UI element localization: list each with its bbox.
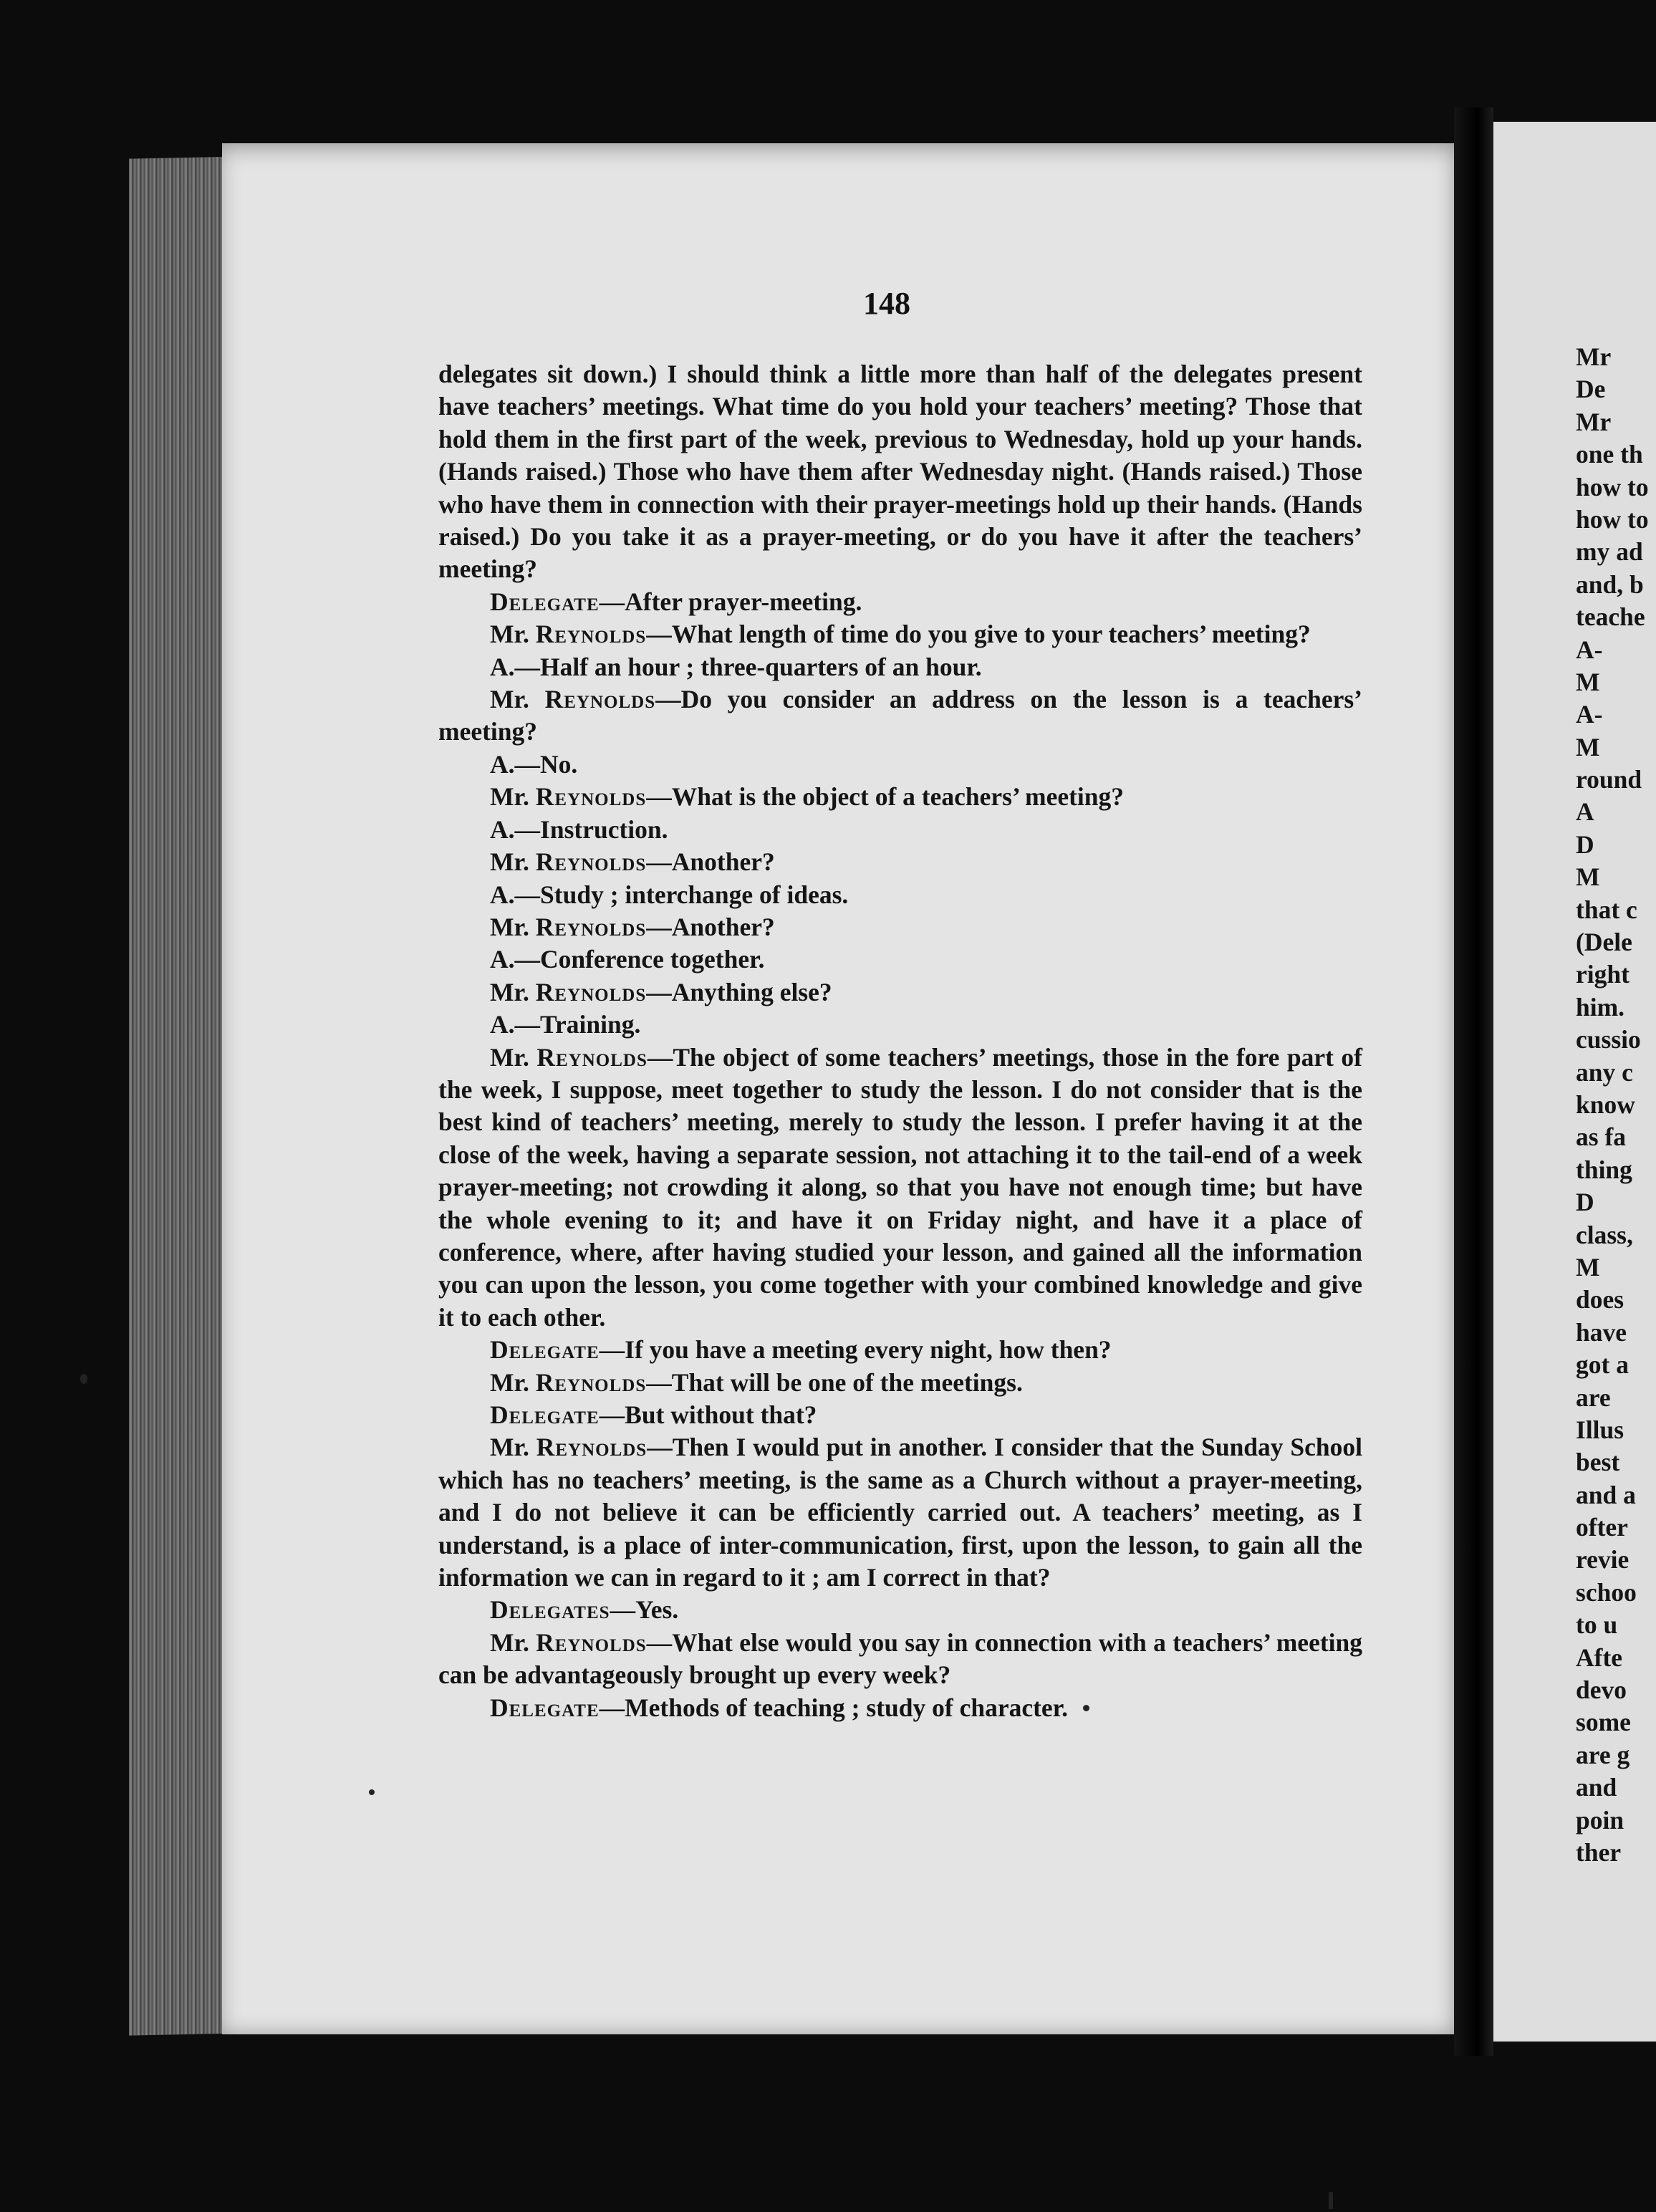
right-page-line: schoo	[1576, 1577, 1637, 1607]
book-gutter	[1454, 107, 1493, 2056]
paragraph-text: Mr.	[490, 1367, 536, 1397]
paragraph-text: delegates sit down.) I should think a little more than half of the delegates present have teachers’ meetings. What time do you hold your teachers’ meeting? Those that hold them in the first part of the week, previous to Wednesday, hold up your hands. (Hands raised.) Those who have them after Wednesday night. (Hands raised.) Those who have them in connection with their prayer-meetings hold up their hands. (Hands raised.) Do you take it as a prayer-meeting, or do you have it after the teachers’ meeting?	[438, 360, 1362, 584]
speck	[1329, 2192, 1333, 2209]
speck	[80, 1374, 87, 1384]
right-page-line: M	[1576, 862, 1600, 892]
paragraph-text: A.—No.	[490, 749, 578, 779]
right-page-line: (Dele	[1576, 928, 1632, 957]
right-page-line: round	[1576, 765, 1642, 794]
right-page-line: ther	[1576, 1837, 1622, 1867]
paragraph	[438, 1334, 1362, 1366]
paragraph-text: —Another?	[646, 912, 775, 941]
right-page-line: and	[1576, 1773, 1617, 1802]
right-page-line: teache	[1576, 602, 1645, 632]
paragraph	[438, 1692, 1362, 1724]
speaker-name: Reynolds	[536, 1042, 648, 1072]
paragraph	[438, 781, 1362, 813]
paragraph	[438, 943, 1362, 976]
right-page-line: M	[1576, 667, 1600, 696]
right-page-line: poin	[1576, 1805, 1624, 1834]
speaker-name: Delegates	[490, 1595, 610, 1625]
paragraph-text: —Yes.	[610, 1595, 679, 1625]
paragraph	[438, 1594, 1362, 1626]
right-page-line: how to	[1576, 504, 1649, 534]
speaker-name: Reynolds	[544, 685, 656, 714]
right-page-line: A	[1576, 797, 1594, 827]
right-page-line: revie	[1576, 1545, 1629, 1574]
paragraph-text: Mr.	[490, 782, 536, 812]
paragraph-text: Mr.	[490, 1627, 536, 1657]
paragraph	[438, 814, 1362, 846]
speaker-name: Reynolds	[535, 912, 647, 941]
paragraph	[438, 1431, 1362, 1594]
page-number: 148	[863, 286, 910, 321]
right-page-line: A-	[1576, 700, 1603, 729]
right-page-line: any c	[1576, 1057, 1633, 1087]
right-page-line: have	[1576, 1317, 1627, 1347]
paragraph-text: A.—Half an hour ; three-quarters of an hour.	[490, 652, 982, 681]
paragraph-text: A.—Conference together.	[490, 945, 765, 974]
paragraph-text: —The object of some teachers’ meetings, those in the fore part of the week, I suppose, meet together to study the lesson. I do not consider that is the best kind of teachers’ meeting, merely to study the lesson. I prefer having it at the close of the week, having a separate session, not attaching it to the tail-end of a week prayer-meeting; not crowding it along, so that you have not enough time; but have the whole evening to it; and have it on Friday night, and have it a place of conference, where, after having studied your lesson, and gained all the information you can upon the lesson, you come together with your combined knowledge and give it to each other.	[438, 1042, 1362, 1332]
paragraph	[438, 1042, 1362, 1335]
paragraph	[438, 586, 1362, 618]
right-page-line: that c	[1576, 895, 1637, 924]
paragraph-text: A.—Study ; interchange of ideas.	[490, 880, 849, 909]
paragraph	[438, 879, 1362, 911]
right-page-line: ofter	[1576, 1513, 1628, 1542]
main-text	[438, 358, 1362, 1724]
right-page-line: some	[1576, 1708, 1631, 1737]
paragraph-text: A.—Training.	[490, 1010, 641, 1039]
right-page-line: A-	[1576, 635, 1603, 664]
speaker-name: Reynolds	[535, 977, 647, 1006]
paragraph	[438, 683, 1362, 749]
right-page-line: best	[1576, 1448, 1620, 1477]
paragraph-text: —What else would you say in connection with a teachers’ meeting can be advantageously brought up every week?	[438, 1627, 1362, 1690]
right-page-line: class,	[1576, 1220, 1633, 1249]
paragraph-text: —But without that?	[599, 1400, 817, 1429]
right-page-line: and a	[1576, 1480, 1636, 1509]
paragraph-text: Mr.	[490, 685, 545, 714]
paragraph	[438, 1627, 1362, 1692]
paragraph-text: —Methods of teaching ; study of character.	[599, 1693, 1069, 1722]
paragraph	[438, 846, 1362, 878]
right-page-line: Afte	[1576, 1643, 1623, 1672]
paragraph	[438, 618, 1362, 650]
paragraph-text: —Another?	[646, 847, 775, 877]
right-page-line: M	[1576, 732, 1600, 761]
paragraph-text: —Do you consider an address on the lesson is a teachers’ meeting?	[438, 685, 1362, 746]
paragraph	[438, 651, 1362, 683]
right-page-line: and, b	[1576, 569, 1644, 599]
paragraph	[438, 1009, 1362, 1041]
paragraph-text: Mr.	[490, 847, 536, 877]
paragraph-text: Mr.	[490, 1433, 536, 1462]
right-page-line: thing	[1576, 1155, 1632, 1184]
paragraph	[438, 911, 1362, 943]
right-page-line: as fa	[1576, 1122, 1627, 1152]
right-page-line: M	[1576, 1252, 1600, 1281]
paragraph-text: —Anything else?	[646, 977, 832, 1006]
paragraph	[438, 1367, 1362, 1399]
right-page-line: are g	[1576, 1740, 1630, 1769]
paragraph-text: Mr.	[490, 977, 536, 1006]
paragraph-text: —Then I would put in another. I consider that the Sunday School which has no teachers’ meeting, is the same as a Church without a prayer-meeting, and I do not believe it can be efficiently carried out. A teachers’ meeting, as I understand, is a place of inter-communication, first, upon the lesson, to gain all the information we can in regard to it ; am I correct in that?	[438, 1433, 1362, 1592]
right-page-text	[1576, 341, 1649, 1869]
right-page-line: Mr	[1576, 407, 1612, 436]
paragraph-text: —That will be one of the meetings.	[646, 1367, 1023, 1397]
right-page-line: got a	[1576, 1350, 1629, 1380]
paragraph-text: Mr.	[490, 912, 536, 941]
speaker-name: Reynolds	[535, 847, 647, 877]
paragraph	[438, 749, 1362, 781]
speck	[369, 1789, 375, 1795]
speaker-name: Reynolds	[536, 1433, 648, 1462]
right-page-line: Illus	[1576, 1415, 1624, 1444]
right-page-line: devo	[1576, 1675, 1627, 1705]
right-page-line: cussio	[1576, 1025, 1641, 1054]
right-page-line: D	[1576, 830, 1594, 859]
speaker-name: Reynolds	[535, 620, 647, 649]
paragraph	[438, 1399, 1362, 1431]
speaker-name: Delegate	[490, 1400, 600, 1429]
speaker-name: Delegate	[490, 587, 600, 616]
right-page-line: to u	[1576, 1610, 1618, 1640]
paragraph	[438, 358, 1362, 586]
paragraph-text: —After prayer-meeting.	[599, 587, 862, 616]
paragraph-text: Mr.	[490, 1042, 537, 1072]
paragraph-text: —If you have a meeting every night, how then?	[599, 1335, 1112, 1365]
right-page-line: De	[1576, 375, 1606, 404]
paragraph-text: —What is the object of a teachers’ meeting?	[646, 782, 1125, 812]
paragraph-text: A.—Instruction.	[490, 814, 668, 844]
right-page-line: D	[1576, 1188, 1594, 1217]
right-page-line: does	[1576, 1285, 1624, 1314]
right-page-line: are	[1576, 1382, 1611, 1412]
speaker-name: Delegate	[490, 1335, 600, 1365]
right-page-line: how to	[1576, 472, 1649, 501]
speaker-name: Reynolds	[536, 1627, 647, 1657]
right-page-line: right	[1576, 960, 1629, 989]
paragraph-text: Mr.	[490, 620, 536, 649]
speck	[1083, 1705, 1089, 1711]
right-page-line: one th	[1576, 440, 1643, 469]
speaker-name: Delegate	[490, 1693, 600, 1722]
right-page-line: Mr	[1576, 342, 1612, 371]
speaker-name: Reynolds	[535, 782, 647, 812]
paragraph-text: —What length of time do you give to your teachers’ meeting?	[646, 620, 1311, 649]
speaker-name: Reynolds	[535, 1367, 647, 1397]
right-page-line: know	[1576, 1090, 1635, 1119]
right-page-line: him.	[1576, 992, 1625, 1021]
right-page-line: my ad	[1576, 537, 1643, 567]
paragraph	[438, 976, 1362, 1009]
